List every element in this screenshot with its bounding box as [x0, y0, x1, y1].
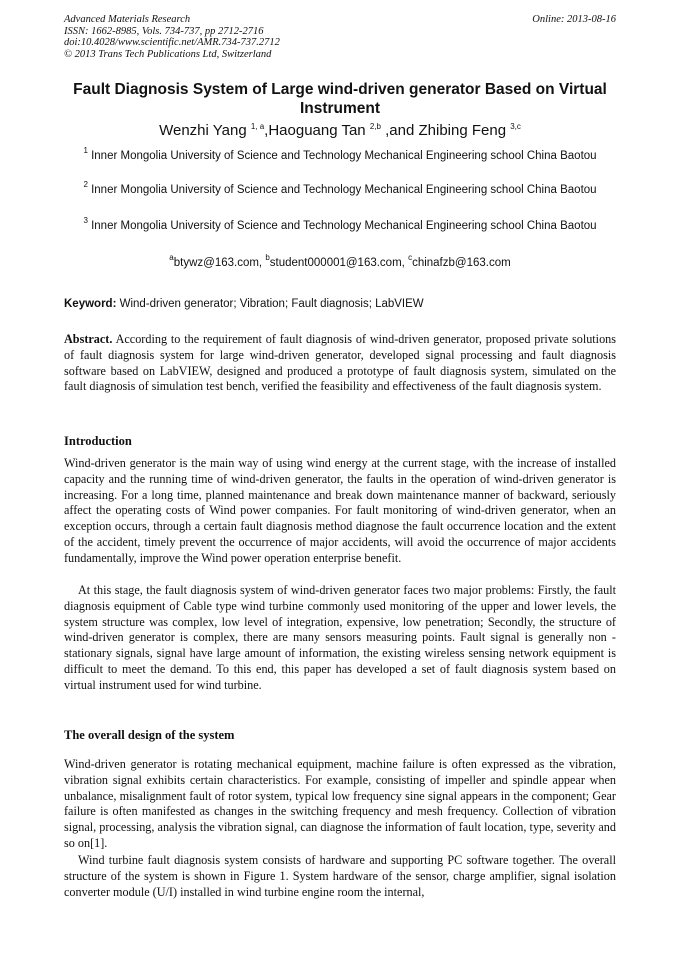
affiliation-text: Inner Mongolia University of Science and Technology Mechanical Engineering school China Baotou	[91, 220, 597, 232]
author-affil-mark: 1, a	[250, 122, 265, 131]
author-emails	[64, 253, 616, 271]
section-heading-overall-design: The overall design of the system	[64, 728, 235, 742]
affiliation-2	[64, 180, 616, 199]
design-paragraph-2: Wind turbine fault diagnosis system consists of hardware and supporting PC software together. The overall structure of the system is shown in Figure 1. System hardware of the sensor, charge amplifier, signal isolation converter module (U/I) installed in wind turbine engine room the internal,	[64, 853, 616, 899]
affiliation-number: 3	[83, 216, 88, 225]
online-date: Online: 2013-08-16	[532, 14, 616, 25]
author-affil-mark: 2,b	[369, 122, 381, 131]
affiliation-text: Inner Mongolia University of Science and Technology Mechanical Engineering school China Baotou	[91, 150, 597, 162]
section-heading-introduction: Introduction	[64, 434, 132, 448]
email-mark: a	[169, 253, 174, 262]
intro-paragraph-1: Wind-driven generator is the main way of using wind energy at the current stage, with the increase of installed capacity and the running time of wind-driven generator, the faults in the operation of wind-driven generator is increasing. For a long time, planned maintenance and break down maintenance manner of backward, seriously affect the operating costs of Wind power companies. For fault monitoring of wind-driven generator, when an exception occurs, through a certain fault diagnosis method diagnose the fault occurrence location and the extent of the accident, timely prevent the occurrence of major accidents, will avoid the occurrence of major accidents fundamentally, improve the Wind power operation enterprise benefit.	[64, 456, 616, 565]
abstract-label: Abstract.	[64, 332, 113, 346]
affiliation-3	[64, 216, 616, 235]
email-mark: c	[408, 253, 413, 262]
doi-line: doi:10.4028/www.scientific.net/AMR.734-737.2712	[64, 37, 280, 48]
affiliation-1	[64, 146, 616, 165]
issn-line: ISSN: 1662-8985, Vols. 734-737, pp 2712-2716	[64, 25, 264, 37]
abstract-text: According to the requirement of fault diagnosis of wind-driven generator, proposed private solutions of fault diagnosis system for large wind-driven generator, developed signal processing and fault diagnosis software based on LabVIEW, designed and produced a prototype of fault diagnosis system, simulated on the fault diagnosis of simulation test bench, verified the feasibility and effectiveness of the fault diagnosis system.	[64, 332, 616, 394]
copyright-line: © 2013 Trans Tech Publications Ltd, Switzerland	[64, 48, 272, 60]
author-separator: ,and	[380, 122, 419, 139]
email-address: btywz@163.com,	[173, 257, 266, 269]
design-paragraph-1: Wind-driven generator is rotating mechanical equipment, machine failure is often expressed as the vibration, vibration signal exhibits certain characteristics. For example, consisting of impeller and spindle appear when unbalance, misalignment fault of rotor system, typical low frequency sine signal appears in the component; Gear failure is often manifested as changes in the switching frequency and mesh frequency. Collection of vibration signal, processing, analysis the vibration signal, can diagnose the information of fault location, type, severity and so on[1].	[64, 757, 616, 850]
author-list	[64, 122, 616, 140]
author-name: Haoguang Tan	[268, 122, 366, 139]
paper-title: Fault Diagnosis System of Large wind-driven generator Based on Virtual Instrument	[73, 81, 607, 117]
abstract	[64, 332, 616, 395]
keywords	[64, 297, 616, 312]
author-name: Zhibing Feng	[418, 122, 507, 139]
affiliation-number: 1	[83, 146, 88, 155]
journal-name: Advanced Materials Research	[64, 14, 191, 25]
affiliation-text: Inner Mongolia University of Science and Technology Mechanical Engineering school China Baotou	[91, 184, 597, 196]
affiliation-number: 2	[83, 180, 88, 189]
author-name: Wenzhi Yang	[159, 122, 247, 139]
keyword-text: Wind-driven generator; Vibration; Fault diagnosis; LabVIEW	[116, 298, 424, 310]
author-affil-mark: 3,c	[510, 122, 521, 131]
email-mark: b	[265, 253, 270, 262]
email-address: student000001@163.com,	[269, 257, 409, 269]
author-separator: ,	[264, 122, 269, 139]
keyword-label: Keyword:	[64, 298, 117, 310]
email-address: chinafzb@163.com	[412, 257, 511, 269]
intro-paragraph-2: At this stage, the fault diagnosis system of wind-driven generator faces two major problems: Firstly, the fault diagnosis equipment of Cable type wind turbine commonly used monitoring of the upper and lower levels, the system structure was complex, low level of integration, expensive, low penetration; Secondly, the structure of wind-driven generator is complex, there are many sensors measuring points. Fault signal is generally non - stationary signals, signal have large amount of information, the existing wireless sensing network equipment is difficult to meet the demand. To this end, this paper has developed a set of fault diagnosis system based on virtual instrument used for wind turbine.	[64, 583, 616, 692]
journal-header	[64, 14, 616, 60]
